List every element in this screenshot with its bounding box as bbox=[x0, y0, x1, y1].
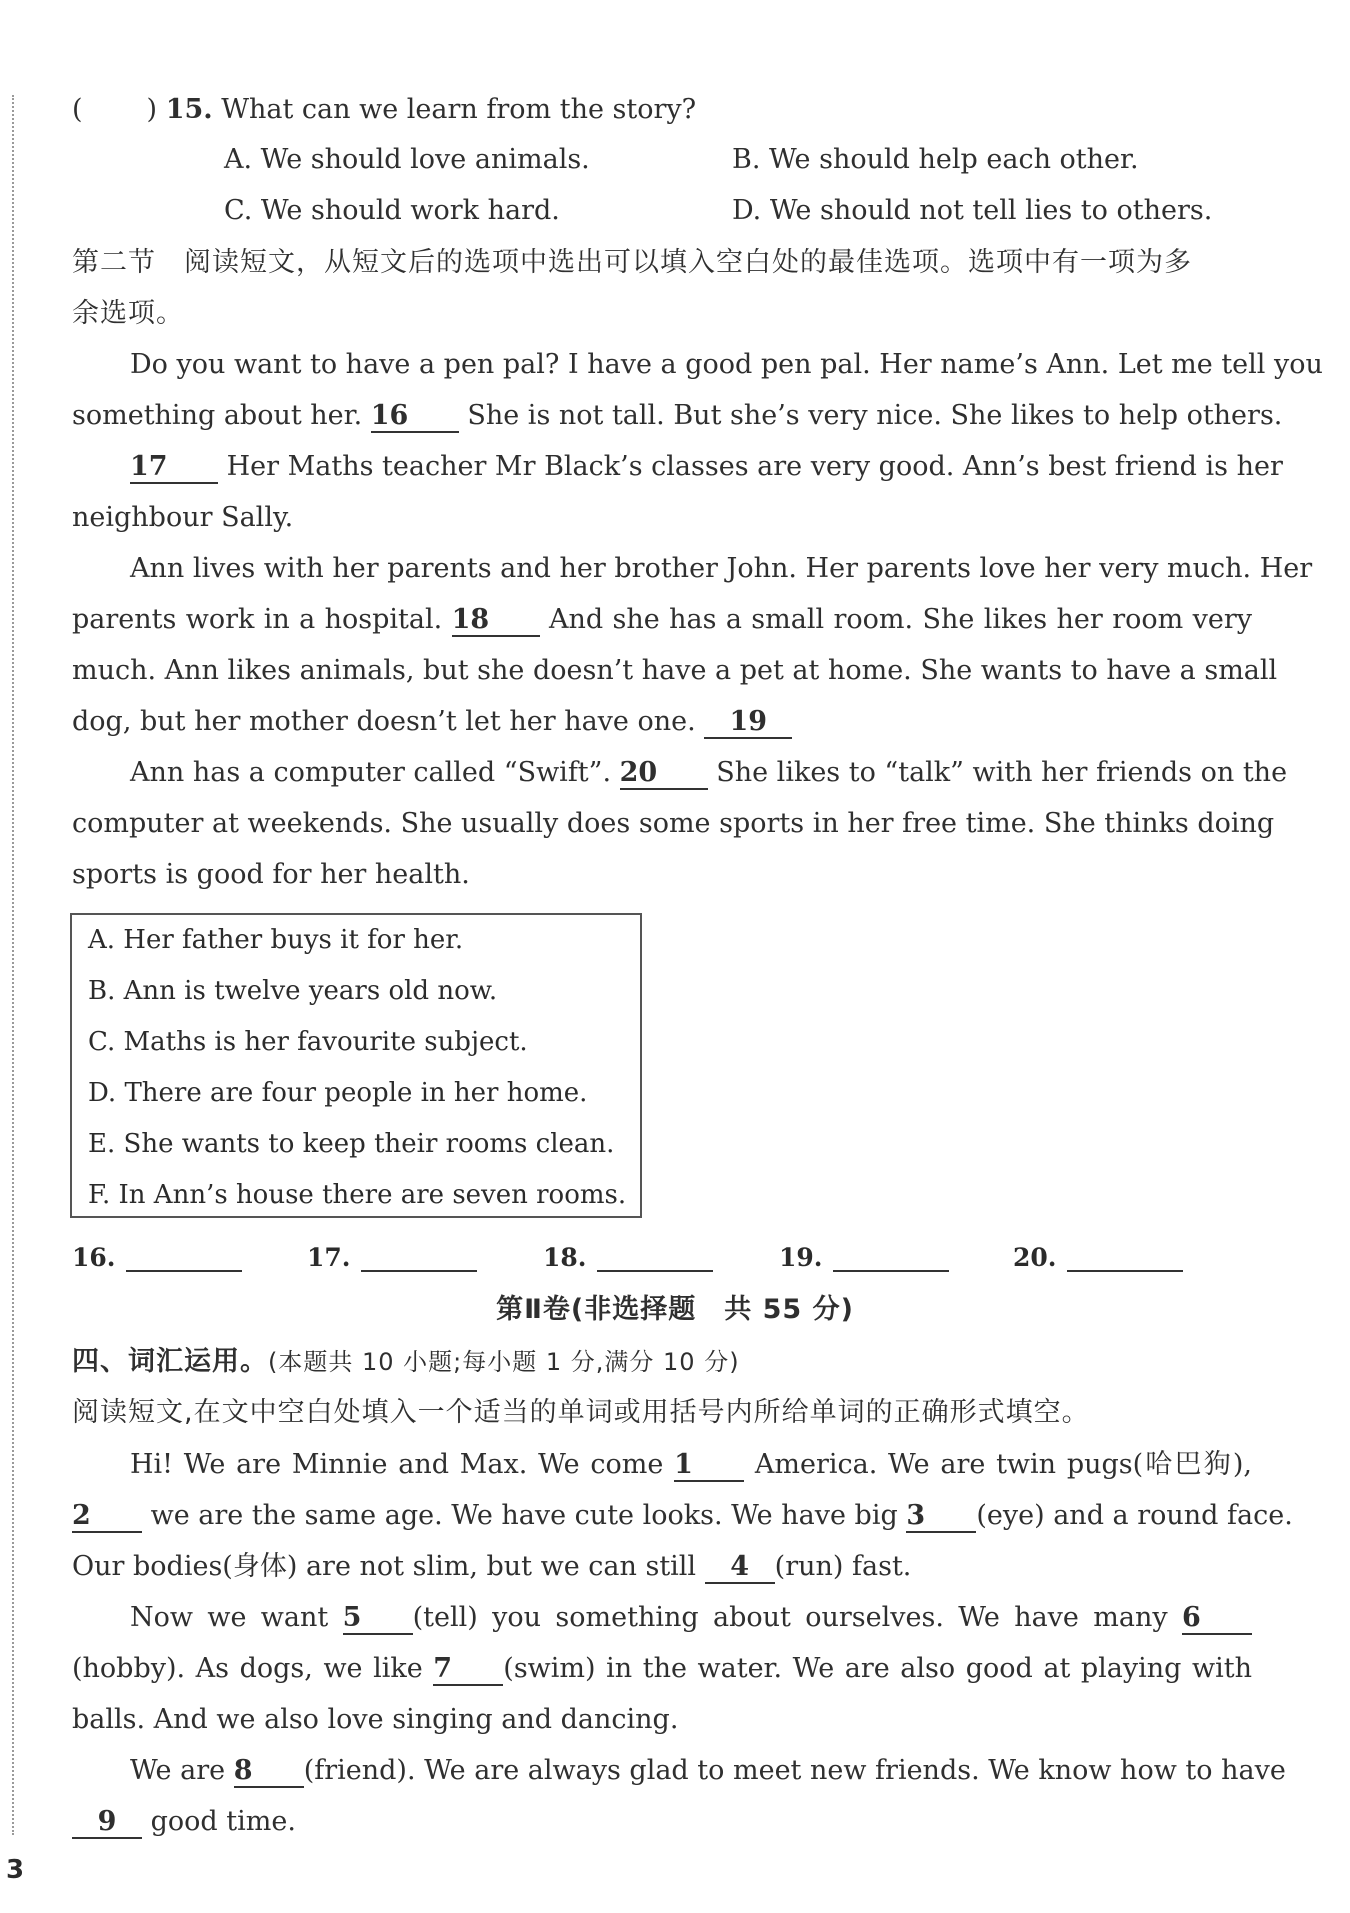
choice-d: D. There are four people in her home. bbox=[88, 1078, 588, 1108]
answer-line[interactable] bbox=[1067, 1246, 1183, 1272]
text: She likes to “talk” with her friends on the bbox=[716, 757, 1288, 788]
text: Our bodies(身体) are not slim, but we can still bbox=[72, 1551, 697, 1582]
answer-17 bbox=[307, 1243, 477, 1272]
blank-17[interactable]: 17 bbox=[130, 452, 218, 484]
choice-b: B. Ann is twelve years old now. bbox=[88, 976, 498, 1006]
blank-5[interactable]: 5 bbox=[343, 1603, 413, 1635]
text: She is not tall. But she’s very nice. She likes to help others. bbox=[467, 400, 1283, 431]
page-number: 3 bbox=[6, 1855, 25, 1885]
text: (hobby). As dogs, we like bbox=[72, 1653, 423, 1684]
blank-6[interactable]: 6 bbox=[1182, 1603, 1252, 1635]
text: America. We are twin pugs(哈巴狗), bbox=[754, 1449, 1252, 1480]
text: Now we want bbox=[130, 1602, 329, 1633]
passage1-line bbox=[72, 702, 792, 742]
text: (run) fast. bbox=[774, 1551, 912, 1582]
section4-instruction: 阅读短文,在文中空白处填入一个适当的单词或用括号内所给单词的正确形式填空。 bbox=[72, 1397, 1090, 1428]
text: (swim) in the water. We are also good at playing with bbox=[503, 1653, 1253, 1684]
passage1-line bbox=[130, 753, 1288, 793]
blank-4[interactable]: 4 bbox=[705, 1552, 775, 1584]
section2-heading: 第二节 阅读短文，从短文后的选项中选出可以填入空白处的最佳选项。选项中有一项为多 bbox=[72, 247, 1192, 278]
passage1-line bbox=[130, 447, 1283, 487]
passage1-line: neighbour Sally. bbox=[72, 502, 294, 533]
question-number: 15. bbox=[165, 94, 213, 125]
q15-option-a: A. We should love animals. bbox=[224, 144, 590, 175]
answer-19 bbox=[779, 1243, 949, 1272]
text: Her Maths teacher Mr Black’s classes are very good. Ann’s best friend is her bbox=[226, 451, 1283, 482]
passage2-line bbox=[130, 1751, 1286, 1791]
answer-line[interactable] bbox=[361, 1246, 477, 1272]
answer-label: 17. bbox=[307, 1243, 351, 1272]
blank-3[interactable]: 3 bbox=[906, 1501, 976, 1533]
passage1-line: computer at weekends. She usually does some sports in her free time. She thinks doing bbox=[72, 808, 1275, 839]
answer-label: 20. bbox=[1013, 1243, 1057, 1272]
passage1-line: much. Ann likes animals, but she doesn’t have a pet at home. She wants to have a small bbox=[72, 655, 1278, 686]
answer-label: 16. bbox=[72, 1243, 116, 1272]
answer-20 bbox=[1013, 1243, 1183, 1272]
passage1-line: Do you want to have a pen pal? I have a good pen pal. Her name’s Ann. Let me tell you bbox=[130, 349, 1323, 380]
q15-option-c: C. We should work hard. bbox=[224, 195, 560, 226]
answer-paren-open: ( bbox=[72, 94, 83, 125]
text: something about her. bbox=[72, 400, 363, 431]
passage2-line: balls. And we also love singing and dancing. bbox=[72, 1704, 679, 1735]
text: parents work in a hospital. bbox=[72, 604, 443, 635]
passage2-line bbox=[72, 1496, 1293, 1536]
choice-e: E. She wants to keep their rooms clean. bbox=[88, 1129, 615, 1159]
answer-paren-close: ) bbox=[146, 94, 158, 125]
passage1-line bbox=[72, 396, 1283, 436]
text: Hi! We are Minnie and Max. We come bbox=[130, 1449, 664, 1480]
answer-line[interactable] bbox=[833, 1246, 949, 1272]
blank-19[interactable]: 19 bbox=[704, 707, 792, 739]
text: We are bbox=[130, 1755, 226, 1786]
answer-line[interactable] bbox=[597, 1246, 713, 1272]
q15-option-b: B. We should help each other. bbox=[732, 144, 1139, 175]
answer-18 bbox=[543, 1243, 713, 1272]
passage1-line: Ann lives with her parents and her brother John. Her parents love her very much. Her bbox=[130, 553, 1313, 584]
blank-7[interactable]: 7 bbox=[433, 1654, 503, 1686]
passage1-line bbox=[72, 600, 1252, 640]
passage2-line bbox=[72, 1802, 296, 1842]
passage1-line: sports is good for her health. bbox=[72, 859, 470, 890]
blank-20[interactable]: 20 bbox=[620, 758, 708, 790]
text: (friend). We are always glad to meet new friends. We know how to have bbox=[303, 1755, 1286, 1786]
q15-option-d: D. We should not tell lies to others. bbox=[732, 195, 1213, 226]
answer-line[interactable] bbox=[126, 1246, 242, 1272]
passage2-line bbox=[130, 1445, 1252, 1485]
passage2-line bbox=[130, 1598, 1252, 1638]
text: (tell) you something about ourselves. We have many bbox=[412, 1602, 1168, 1633]
part2-title bbox=[0, 1290, 1350, 1330]
binding-dotted-line bbox=[12, 95, 14, 1835]
blank-1[interactable]: 1 bbox=[674, 1450, 744, 1482]
text: And she has a small room. She likes her room very bbox=[548, 604, 1252, 635]
blank-16[interactable]: 16 bbox=[371, 401, 459, 433]
answer-label: 18. bbox=[543, 1243, 587, 1272]
blank-9[interactable]: 9 bbox=[72, 1807, 142, 1839]
choice-f: F. In Ann’s house there are seven rooms. bbox=[88, 1180, 627, 1210]
options-box bbox=[70, 913, 642, 1218]
passage2-line bbox=[72, 1547, 911, 1587]
passage2-line bbox=[72, 1649, 1252, 1689]
text: good time. bbox=[150, 1806, 296, 1837]
text: Ann has a computer called “Swift”. bbox=[130, 757, 612, 788]
part2-title-text: 第Ⅱ卷(非选择题 共 55 分) bbox=[496, 1294, 854, 1325]
question-text: What can we learn from the story? bbox=[221, 94, 697, 125]
blank-8[interactable]: 8 bbox=[234, 1756, 304, 1788]
section2-heading-cont: 余选项。 bbox=[72, 298, 184, 329]
section4-title: 四、词汇运用。 bbox=[72, 1346, 268, 1377]
answer-label: 19. bbox=[779, 1243, 823, 1272]
text: we are the same age. We have cute looks. We have big bbox=[150, 1500, 898, 1531]
answer-16 bbox=[72, 1243, 242, 1272]
question-15-stem bbox=[72, 90, 696, 130]
text: dog, but her mother doesn’t let her have one. bbox=[72, 706, 696, 737]
blank-18[interactable]: 18 bbox=[452, 605, 540, 637]
section4-note: (本题共 10 小题;每小题 1 分,满分 10 分) bbox=[268, 1348, 740, 1376]
choice-c: C. Maths is her favourite subject. bbox=[88, 1027, 528, 1057]
section4-heading bbox=[72, 1342, 740, 1382]
text: (eye) and a round face. bbox=[976, 1500, 1293, 1531]
choice-a: A. Her father buys it for her. bbox=[88, 925, 464, 955]
blank-2[interactable]: 2 bbox=[72, 1501, 142, 1533]
